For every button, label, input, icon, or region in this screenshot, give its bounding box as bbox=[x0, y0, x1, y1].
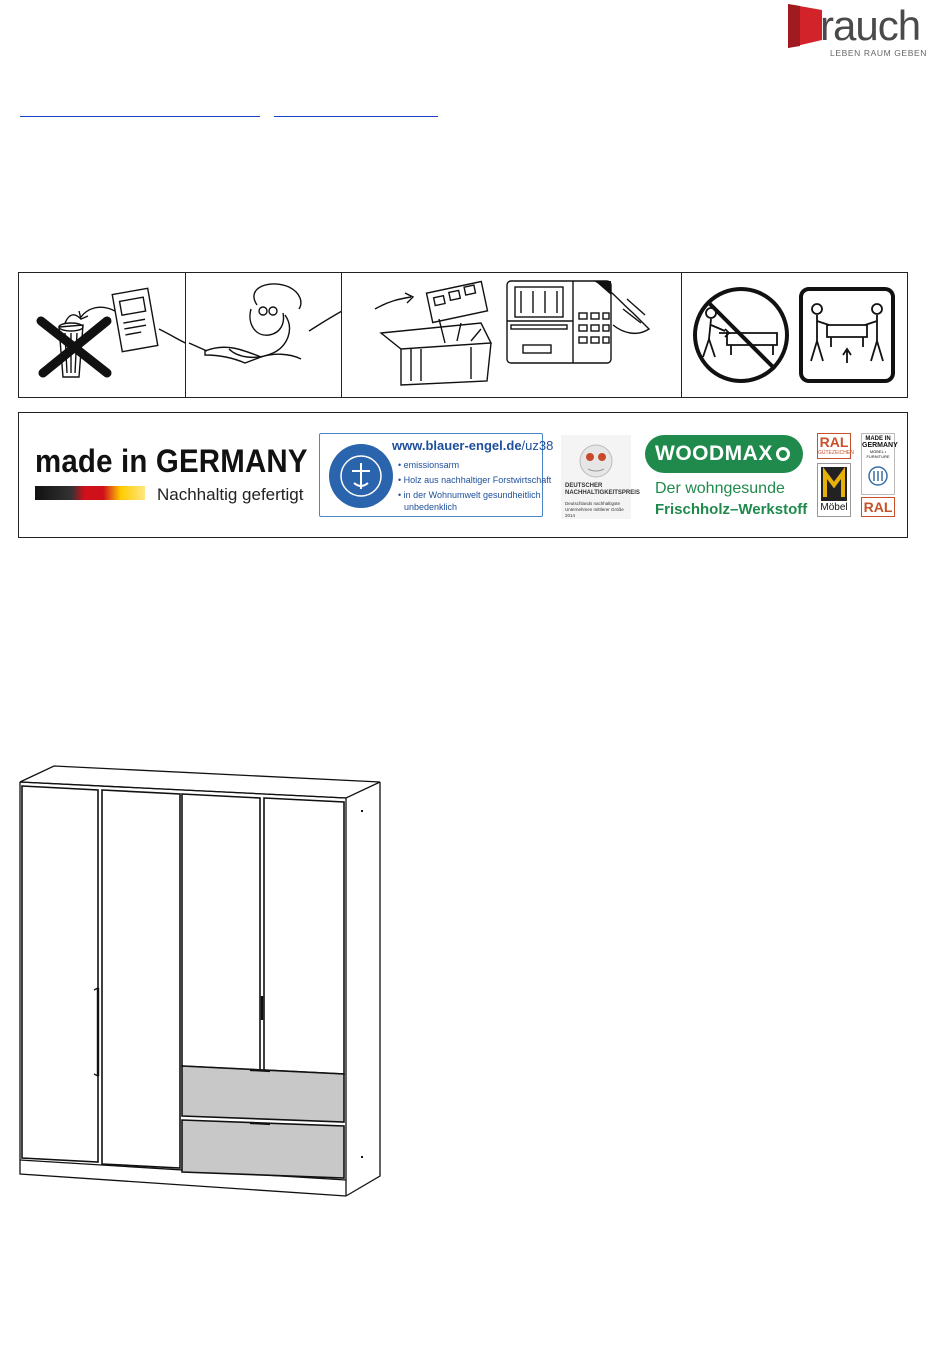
mig-badge-line1: MADE IN bbox=[865, 436, 891, 442]
logo-brand: rauch bbox=[820, 2, 921, 49]
instruction-cell-no-trash bbox=[19, 273, 186, 397]
wardrobe-drawing bbox=[14, 760, 388, 1204]
wardrobe-drawer-top bbox=[182, 1066, 344, 1122]
lift-carry-icon bbox=[799, 287, 895, 383]
made-in-germany-subtitle: Nachhaltig gefertigt bbox=[157, 485, 304, 504]
instruction-cell-read bbox=[185, 273, 342, 397]
nachhaltigkeitspreis-subtitle: Deutschlands nachhaltigste Unternehmen mittlerer Größe 2014 bbox=[565, 501, 624, 518]
award-trophy-icon bbox=[576, 441, 616, 481]
certification-strip bbox=[18, 412, 908, 538]
blauer-engel-item-continued: unbedenklich bbox=[404, 502, 458, 512]
read-instructions-icon bbox=[185, 273, 341, 397]
ral-label: RAL bbox=[819, 434, 849, 450]
header-link-secondary[interactable] bbox=[274, 102, 438, 117]
ral-badge: RAL bbox=[861, 497, 895, 517]
blauer-engel-item: • in der Wohnumwelt gesundheitlich bbox=[398, 490, 541, 500]
german-flag-gradient-icon bbox=[35, 486, 145, 500]
made-in-germany-badge bbox=[861, 433, 898, 495]
instruction-cell-file bbox=[341, 273, 682, 397]
made-in-germany-title: made in GERMANY bbox=[35, 443, 308, 479]
woodmax-line2: Frischholz–Werkstoff bbox=[655, 501, 808, 518]
file-instructions-icon bbox=[341, 273, 681, 397]
header-link-primary[interactable] bbox=[20, 102, 260, 117]
mig-badge-line2: GERMANY bbox=[862, 442, 898, 449]
blauer-engel-url-code: /uz38 bbox=[521, 438, 554, 453]
rauch-logo bbox=[786, 2, 927, 60]
wardrobe-drawer-bottom bbox=[182, 1120, 344, 1178]
logo-tagline: LEBEN RAUM GEBEN bbox=[830, 48, 927, 58]
blauer-engel-item-text: Holz aus nachhaltiger Forstwirtschaft bbox=[403, 475, 552, 485]
woodmax-badge bbox=[645, 435, 803, 473]
moebel-label: Möbel bbox=[820, 502, 848, 513]
ral-guetezeichen-badge bbox=[817, 433, 854, 459]
mig-seal-icon bbox=[867, 465, 889, 487]
no-trash-icon bbox=[19, 273, 185, 397]
blauer-engel-item-text: emissionsarm bbox=[403, 460, 460, 470]
blauer-engel-item: • emissionsarm bbox=[398, 460, 460, 470]
woodmax-name: WOODMAX bbox=[655, 442, 773, 465]
moebel-badge bbox=[817, 463, 851, 517]
blauer-engel-item: • Holz aus nachhaltiger Forstwirtschaft bbox=[398, 475, 552, 485]
instruction-cell-handling bbox=[681, 273, 907, 397]
blauer-engel-url bbox=[392, 438, 553, 453]
blauer-engel-item-text: in der Wohnumwelt gesundheitlich bbox=[403, 490, 541, 500]
ral-guetezeichen-text: GÜTEZEICHEN bbox=[818, 450, 854, 456]
blauer-engel-seal-icon bbox=[328, 443, 394, 509]
blauer-engel-badge bbox=[319, 433, 554, 517]
woodmax-line1: Der wohngesunde bbox=[655, 480, 785, 497]
woodmax-dot-icon bbox=[773, 444, 793, 464]
instruction-strip bbox=[18, 272, 908, 398]
mig-badge-line3: MÖBEL • FURNITURE bbox=[866, 449, 890, 459]
blauer-engel-url-domain: www.blauer-engel.de bbox=[392, 438, 522, 453]
nachhaltigkeitspreis-title: DEUTSCHER NACHHALTIGKEITSPREIS bbox=[565, 483, 640, 496]
nachhaltigkeitspreis-badge bbox=[561, 435, 640, 519]
moebel-m-icon bbox=[821, 467, 847, 501]
